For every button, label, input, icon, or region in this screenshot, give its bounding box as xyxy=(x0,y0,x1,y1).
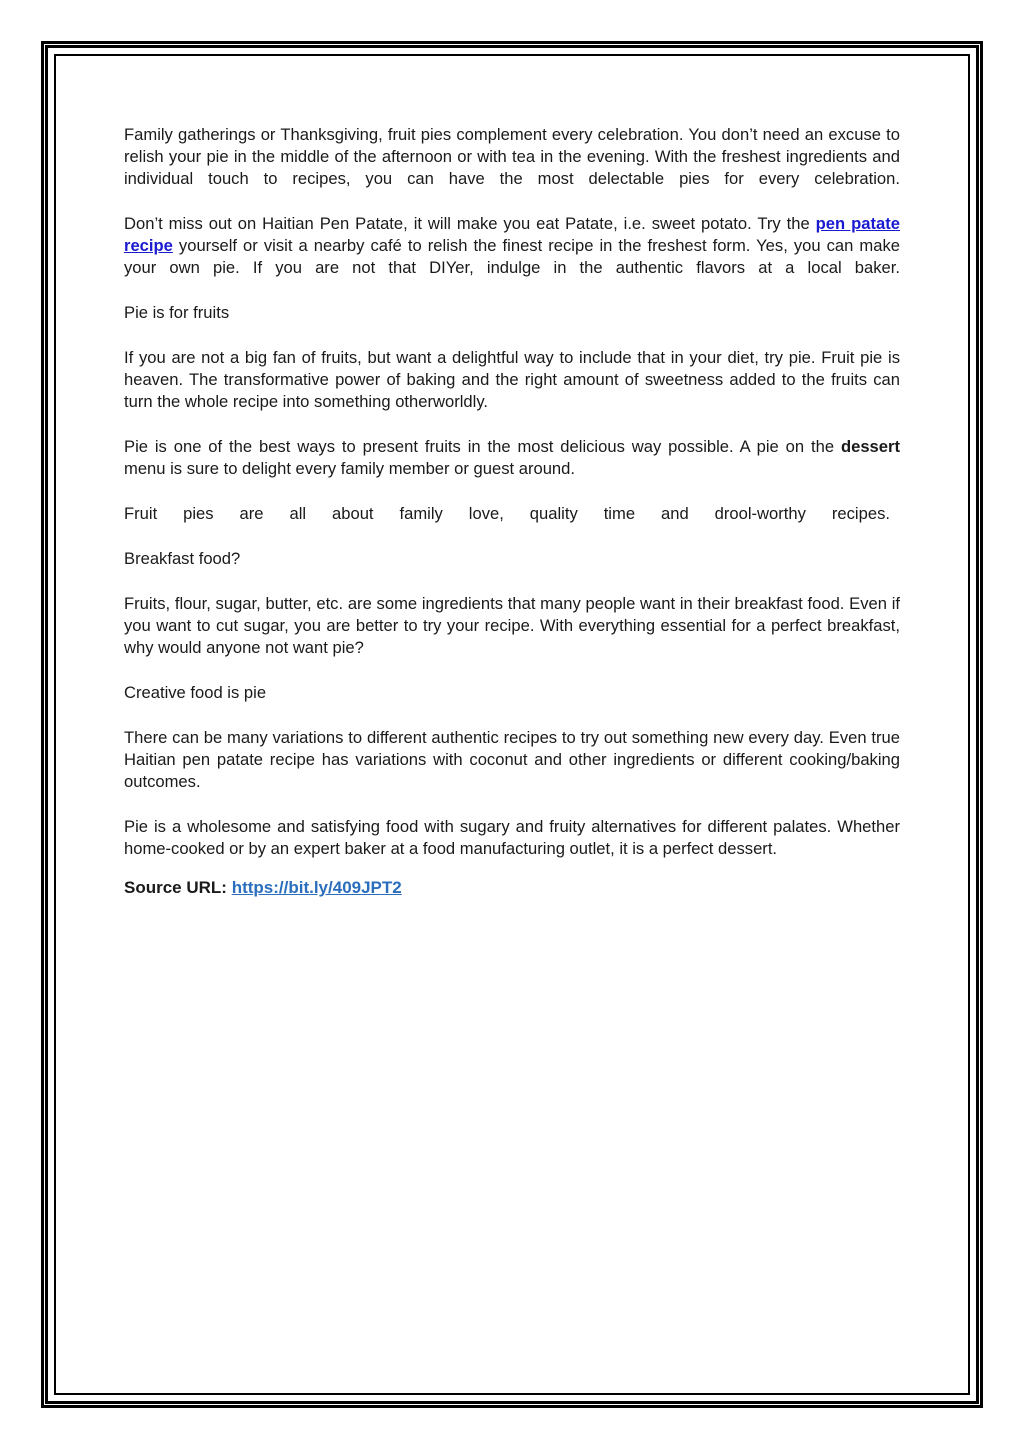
paragraph-family-love: Fruit pies are all about family love, quality time and drool-worthy recipes. xyxy=(124,504,890,523)
source-url-line xyxy=(124,877,900,899)
paragraph-fruit-pie-heaven: If you are not a big fan of fruits, but want a delightful way to include that in your diet, try pie. Fruit pie is heaven. The transformative power of baking and the right amount of sweetness added to the fruits can turn the whole recipe into something otherworldly. xyxy=(124,348,900,411)
paragraph-pen-patate-text-start: Don’t miss out on Haitian Pen Patate, it will make you eat Patate, i.e. sweet potato. Try the xyxy=(124,214,816,233)
paragraph-breakfast: Fruits, flour, sugar, butter, etc. are some ingredients that many people want in their breakfast food. Even if you want to cut sugar, you are better to try your recipe. With everything essential for a perfect breakfast, why would anyone not want pie? xyxy=(124,594,900,657)
pen-patate-recipe-link[interactable]: pen patate recipe xyxy=(124,214,900,255)
heading-pie-is-for-fruits: Pie is for fruits xyxy=(124,303,230,322)
heading-creative-food: Creative food is pie xyxy=(124,683,267,702)
source-url-label: Source URL: xyxy=(124,878,232,897)
paragraph-intro: Family gatherings or Thanksgiving, fruit pies complement every celebration. You don’t need an excuse to relish your pie in the middle of the afternoon or with tea in the evening. With the freshest ingredients and individual touch to recipes, you can have the most delectable pies for every celebration. xyxy=(124,125,900,188)
dessert-bold-word: dessert xyxy=(840,437,900,456)
document-body xyxy=(124,124,900,899)
paragraph-dessert-text-end: menu is sure to delight every family member or guest around. xyxy=(124,459,576,478)
paragraph-dessert-text-start: Pie is one of the best ways to present fruits in the most delicious way possible. A pie on the xyxy=(124,437,841,456)
heading-breakfast-food: Breakfast food? xyxy=(124,549,241,568)
paragraph-wholesome: Pie is a wholesome and satisfying food with sugary and fruity alternatives for different palates. Whether home-cooked or by an expert baker at a food manufacturing outlet, it is a perfect dessert. xyxy=(124,817,900,858)
paragraph-pen-patate xyxy=(124,213,900,279)
paragraph-pen-patate-text-end: yourself or visit a nearby café to relish the finest recipe in the freshest form. Yes, you can make your own pie. If you are not that DIYer, indulge in the authentic flavors at a local baker. xyxy=(124,236,900,277)
paragraph-variations: There can be many variations to different authentic recipes to try out something new every day. Even true Haitian pen patate recipe has variations with coconut and other ingredients or different cooking/baking outcomes. xyxy=(124,728,900,791)
source-url-link[interactable]: https://bit.ly/409JPT2 xyxy=(231,878,402,897)
paragraph-dessert-menu xyxy=(124,436,900,480)
